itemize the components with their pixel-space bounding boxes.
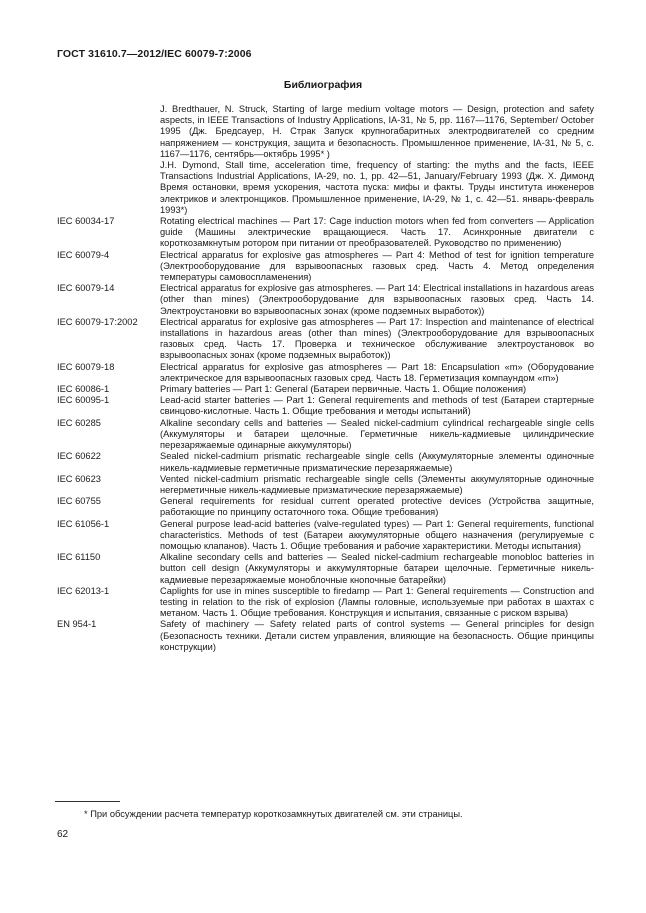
bibliography-entry [57,418,594,452]
entry-text: Safety of machinery — Safety related parts of control systems — General principles for design (Безопасность техники. Детали систем управления, влияющие на безопасность. Общие принципы конструкции) [160,619,594,652]
entry-code: IEC 61150 [57,552,101,563]
bibliography-entry [57,317,594,362]
bibliography-entry [57,619,594,653]
bibliography-entry [57,384,594,395]
entry-text: Electrical apparatus for explosive gas atmospheres — Part 4: Method of test for ignition temperature (Электрооборудование для взрывоопасных газовых сред. Часть 4. Метод определения температуры самовоспламенения) [160,249,594,283]
entry-text: Lead-acid starter batteries — Part 1: General requirements and methods of test (Батареи стартерные свинцово-кислотные. Часть 1. Общие требования и методы испытаний) [160,395,594,417]
bibliography-entry [57,104,594,160]
footnote: * При обсуждении расчета температур короткозамкнутых двигателей см. эти страницы. [84,809,463,819]
entry-code [57,104,160,160]
bibliography-entry [57,216,594,250]
entry-text: Caplights for use in mines susceptible to firedamp — Part 1: General requirements — Construction and testing in relation to the risk of explosion (Лампы головные, используемые при работах в шахтах с метаном. Часть 1. Общие требования. Конструкция и испытания, связанные с риском взрыва) [160,585,594,619]
bibliography-entry [57,474,594,496]
entry-code: IEC 60079-4 [57,249,110,260]
entry-code: IEC 60285 [57,417,101,428]
entry-code: IEC 60086-1 [57,384,110,395]
entry-code: IEC 60095-1 [57,395,110,406]
entry-text: Sealed nickel-cadmium prismatic rechargeable single cells (Аккумуляторные элементы одиночные никель-кадмиевые герметичные призматические перезаряжаемые) [160,451,594,473]
footnote-divider [55,801,120,802]
entry-text: J.H. Dymond, Stall time, acceleration time, frequency of starting: the myths and the facts, IEEE Transactions Industrial Applications, IA-29, no. 1, pp. 42—51, January/February 1993 (Дж. Х. Димонд Время остановки, время ускорения, частота пуска: мифы и факты. Труды института инженеров электриков и электронщиков. Промышленное применение, IA-29, № 1, с. 42—51. январь-февраль 1993*) [160,160,594,215]
entry-text: J. Bredthauer, N. Struck, Starting of large medium voltage motors — Design, protection and safety aspects, in IEEE Transactions of Industry Applications, IA-31, № 5, pp. 1167—1176, September/ October 1995 (Дж. Бредсауер, Н. Страк Запуск крупногабаритных электродвигателей со средним напряжением — конструкция, защита и безопасность. Промышленное применение, IA-31, № 5, с. 1167—1176, сентябрь—октябрь 1995* ) [160,104,594,159]
bibliography-list [57,104,594,653]
entry-code: EN 954-1 [57,619,97,630]
entry-text: Alkaline secondary cells and batteries — Sealed nickel-cadmium cylindrical rechargeable single cells (Аккумуляторы и батареи щелочные. Герметичные никель-кадмиевые цилиндрические перезаряжаемые одинарные аккумуляторы) [160,417,594,451]
bibliography-entry [57,586,594,620]
document-header: ГОСТ 31610.7—2012/IEC 60079-7:2006 [57,48,252,60]
entry-code: IEC 60079-17:2002 [57,316,138,327]
entry-text: General purpose lead-acid batteries (valve-regulated types) — Part 1: General requirements, functional characteristics. Methods of test (Батареи аккумуляторные общего назначения (регулируемые с помощью клапанов). Часть 1. Общие требования и рабочие характеристики. Методы испытания) [160,518,594,551]
entry-text: General requirements for residual current operated protective devices (Устройства защитные, работающие по принципу остаточного тока. Общие требования) [160,496,594,518]
entry-text: Electrical apparatus for explosive gas atmospheres — Part 17: Inspection and maintenance of electrical installations in hazardous areas (other than mines) (Электрооборудование для взрывоопасных газовых сред. Часть 17. Проверка и техническое обслуживание электроустановок во взрывоопасных зонах (кроме подземных выработок)) [160,316,594,361]
entry-text: Vented nickel-cadmium prismatic rechargeable single cells (Элементы аккумуляторные одиночные негерметичные никель-кадмиевые призматические перезаряжаемые) [160,473,594,495]
bibliography-entry [57,552,594,586]
page-title: Библиография [283,79,363,91]
bibliography-entry [57,250,594,284]
bibliography-entry [57,395,594,417]
entry-text: Rotating electrical machines — Part 17: Cage induction motors when fed from converters — Application guide (Машины электрические вращающиеся. Часть 17. Асинхронные двигатели с короткозамкнутым ротором при питании от преобразователей. Руководство по применению) [160,216,594,249]
entry-text: Primary batteries — Part 1: General (Батареи первичные. Часть 1. Общие положения) [160,384,527,395]
entry-code: IEC 60623 [57,473,101,484]
entry-code: IEC 60622 [57,451,101,462]
bibliography-entry [57,283,594,317]
entry-code: IEC 61056-1 [57,518,110,529]
entry-code: IEC 60079-18 [57,361,115,372]
entry-code: IEC 62013-1 [57,585,110,596]
bibliography-entry [57,451,594,473]
bibliography-entry [57,160,594,216]
entry-code: IEC 60034-17 [57,216,115,227]
bibliography-entry [57,362,594,384]
bibliography-entry [57,519,594,553]
bibliography-entry [57,496,594,518]
entry-code: IEC 60079-14 [57,283,115,294]
entry-code: IEC 60755 [57,496,101,507]
entry-code [57,160,160,216]
entry-text: Electrical apparatus for explosive gas atmospheres. — Part 14: Electrical installations in hazardous areas (other than mines) (Электрооборудование для взрывоопасных газовых сред. Часть 14. Электроустановки во взрывоопасных зонах (кроме подземных выработок)) [160,283,594,316]
entry-text: Electrical apparatus for explosive gas atmospheres — Part 18: Encapsulation «m» (Оборудование электрическое для взрывоопасных газовых сред. Часть 18. Герметизация компаундом «m») [160,361,594,383]
entry-text: Alkaline secondary cells and batteries — Sealed nickel-cadmium rechargeable monobloc batteries in button cell design (Аккумуляторы и аккумуляторные батареи щелочные. Герметичные никель-кадмиевые перезаряжаемые моноблочные кнопочные батарейки) [160,552,594,585]
page-number: 62 [57,829,69,840]
